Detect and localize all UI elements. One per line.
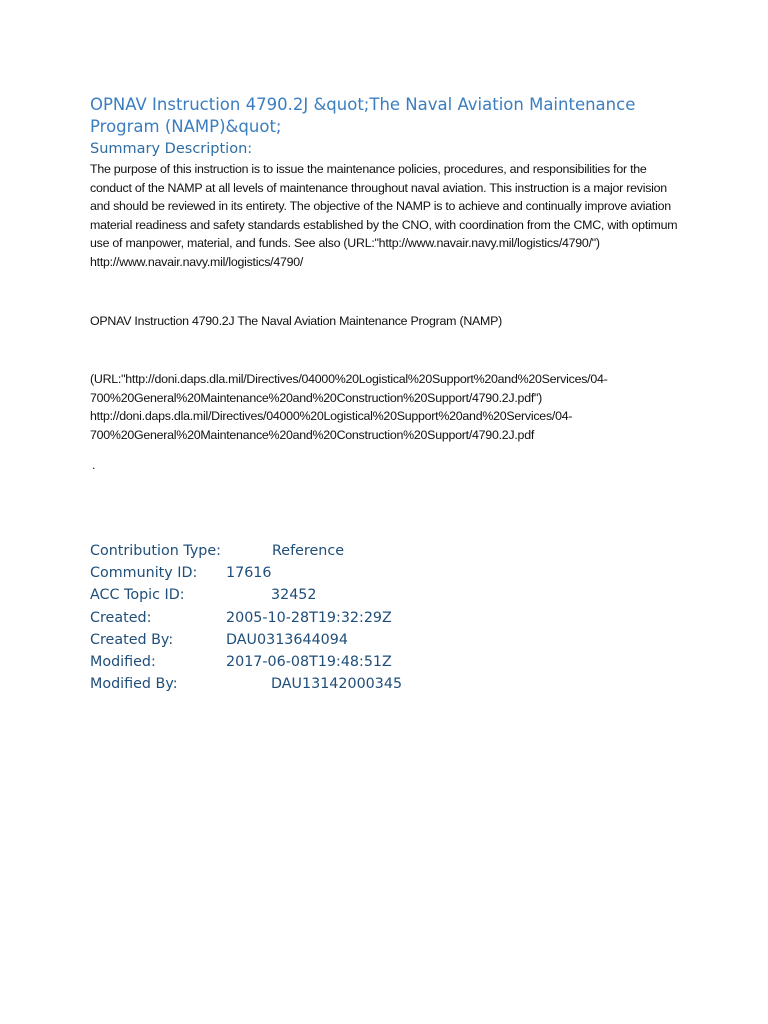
document-url-block: [90, 370, 690, 444]
modified-by-label: Modified By:: [90, 676, 178, 693]
url-line[interactable]: 700%20General%20Maintenance%20and%20Construction%20Support/4790.2J.pdf"): [90, 390, 543, 405]
modified-label: Modified:: [90, 653, 156, 670]
acc-topic-id-label: ACC Topic ID:: [90, 587, 185, 604]
modified-by-value: DAU13142000345: [271, 676, 403, 693]
url-line[interactable]: http://doni.daps.dla.mil/Directives/04000%20Logistical%20Support%20and%20Services/04-: [90, 409, 573, 424]
contribution-type-value: Reference: [272, 543, 344, 559]
summary-text: The purpose of this instruction is to issue the maintenance policies, procedures, and responsibilities for the conduct of the NAMP at all levels of maintenance throughout naval aviation. This instruction is a major revision and should be reviewed in its entirety. The objective of the NAMP is to achieve and continually improve aviation material readiness and safety standards established by the CNO, with coordination from the CMC, with optimum use of manpower, material, and funds. See also (URL:"http://www.navair.navy.mil/logistics/4790/") http://www.navair.navy.mil/logistics/4790/: [90, 162, 678, 269]
trailing-dot: .: [92, 458, 96, 472]
modified-value: 2017-06-08T19:48:51Z: [226, 653, 392, 670]
created-value: 2005-10-28T19:32:29Z: [226, 609, 392, 626]
summary-heading: Summary Description:: [90, 141, 253, 157]
created-label: Created:: [90, 609, 152, 626]
document-title: OPNAV Instruction 4790.2J &quot;The Naval Aviation Maintenance Program (NAMP)&quot;: [90, 95, 636, 136]
community-id-label: Community ID:: [90, 565, 198, 582]
contribution-type-label: Contribution Type:: [90, 543, 221, 559]
created-by-label: Created By:: [90, 631, 174, 648]
created-by-value: DAU0313644094: [226, 631, 348, 648]
url-line[interactable]: (URL:"http://doni.daps.dla.mil/Directives/04000%20Logistical%20Support%20and%20Services/04-: [90, 372, 608, 386]
community-id-value: 17616: [226, 565, 272, 582]
url-line[interactable]: 700%20General%20Maintenance%20and%20Construction%20Support/4790.2J.pdf: [90, 427, 535, 442]
acc-topic-id-value: 32452: [271, 587, 317, 604]
document-reference: OPNAV Instruction 4790.2J The Naval Aviation Maintenance Program (NAMP): [90, 314, 502, 328]
